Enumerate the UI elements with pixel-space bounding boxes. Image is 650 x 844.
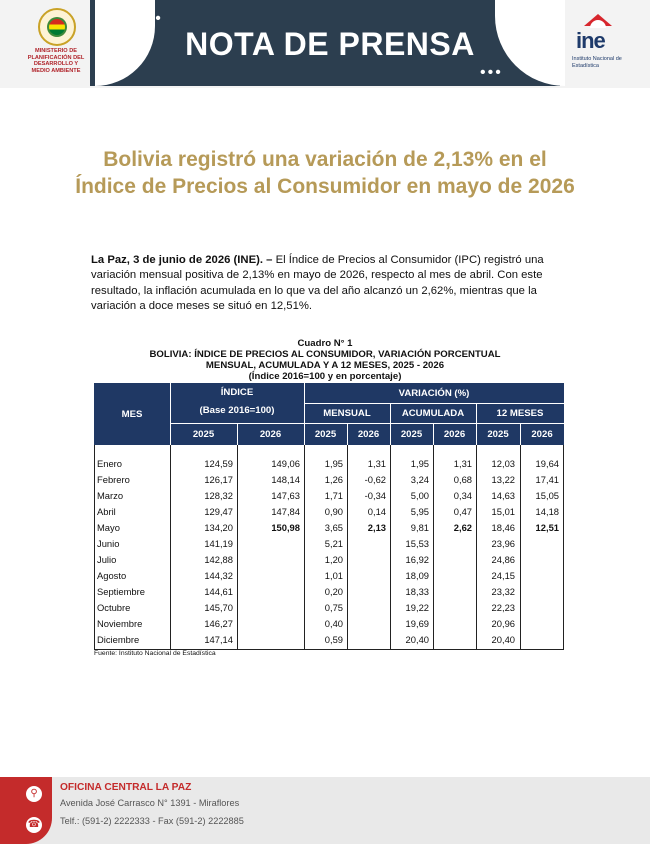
value-cell: 19,69 <box>405 618 429 629</box>
table-row <box>95 504 565 520</box>
value-cell: 0,59 <box>324 634 343 645</box>
value-cell <box>434 600 472 616</box>
table-title: BOLIVIA: ÍNDICE DE PRECIOS AL CONSUMIDOR, VARIACIÓN PORCENTUAL <box>149 349 501 360</box>
value-cell: 0,40 <box>324 618 343 629</box>
ine-logo <box>568 14 628 84</box>
value-cell: 134,20 <box>204 522 233 533</box>
month-cell: Noviembre <box>97 618 143 629</box>
value-cell <box>238 568 300 584</box>
month-cell: Marzo <box>97 490 124 501</box>
value-cell <box>238 552 300 568</box>
value-cell: 12,51 <box>535 522 559 533</box>
value-cell: 1,95 <box>410 458 429 469</box>
value-cell: 20,40 <box>491 634 515 645</box>
value-cell <box>348 584 386 600</box>
table-body <box>94 445 564 650</box>
table-row <box>95 584 565 600</box>
year-header: 2025 <box>400 428 423 440</box>
value-cell <box>348 568 386 584</box>
value-cell: 15,01 <box>491 506 515 517</box>
value-cell <box>434 568 472 584</box>
month-cell: Junio <box>97 538 120 549</box>
month-cell: Mayo <box>97 522 120 533</box>
value-cell: 2,62 <box>453 522 472 533</box>
value-cell: -0,34 <box>364 490 386 501</box>
table-title: MENSUAL, ACUMULADA Y A 12 MESES, 2025 - 2026 <box>205 360 445 371</box>
value-cell: 13,22 <box>491 474 515 485</box>
value-cell: 2,13 <box>367 522 386 533</box>
value-cell: 12,03 <box>491 458 515 469</box>
table-row <box>95 632 565 648</box>
value-cell <box>434 536 472 552</box>
value-cell: 22,23 <box>491 602 515 613</box>
value-cell: 129,47 <box>204 506 233 517</box>
value-cell <box>521 616 559 632</box>
year-header: 2026 <box>259 428 282 440</box>
coat-of-arms-icon <box>38 8 76 46</box>
value-cell <box>521 600 559 616</box>
value-cell: 18,33 <box>405 586 429 597</box>
value-cell: 5,21 <box>324 538 343 549</box>
footer-accent <box>0 777 52 844</box>
value-cell <box>434 616 472 632</box>
value-cell: 141,19 <box>204 538 233 549</box>
value-cell: -0,62 <box>364 474 386 485</box>
value-cell: 0,90 <box>324 506 343 517</box>
value-cell <box>434 632 472 648</box>
lead-text: El Índice de Precios al Consumidor (IPC) registró una variación mensual positiva de 2,13% en mayo de 2026, respecto al mes de abril. Con este resultado, la inflación acumulada en lo que va del año alcanzó un 2,62%, mientras que la variación a doce meses se situó en 12,51%. <box>91 254 544 312</box>
value-cell: 14,63 <box>491 490 515 501</box>
year-header: 2026 <box>443 428 466 440</box>
value-cell <box>348 600 386 616</box>
value-cell: 1,01 <box>324 570 343 581</box>
table-row <box>95 536 565 552</box>
ministry-name: MINISTERIO DE PLANIFICACIÓN DEL DESARROLLO Y MEDIO AMBIENTE <box>27 48 85 74</box>
table-row <box>95 616 565 632</box>
value-cell: 15,53 <box>405 538 429 549</box>
location-pin-icon: ⚲ <box>26 786 42 802</box>
value-cell <box>348 632 386 648</box>
ministry-logo <box>16 8 96 84</box>
value-cell: 1,31 <box>367 458 386 469</box>
column-header-12-meses: 12 MESES <box>496 407 544 419</box>
table-row <box>95 488 565 504</box>
year-header: 2025 <box>192 428 215 440</box>
value-cell: 147,84 <box>271 506 300 517</box>
value-cell: 147,63 <box>271 490 300 501</box>
value-cell <box>434 552 472 568</box>
value-cell <box>521 632 559 648</box>
value-cell: 0,14 <box>367 506 386 517</box>
value-cell: 149,06 <box>271 458 300 469</box>
value-cell: 147,14 <box>204 634 233 645</box>
value-cell: 0,75 <box>324 602 343 613</box>
value-cell: 18,46 <box>491 522 515 533</box>
value-cell: 19,22 <box>405 602 429 613</box>
column-header-acumulada: ACUMULADA <box>401 407 465 419</box>
value-cell: 5,00 <box>410 490 429 501</box>
month-cell: Enero <box>97 458 123 469</box>
value-cell: 146,27 <box>204 618 233 629</box>
value-cell: 1,20 <box>324 554 343 565</box>
value-cell <box>238 584 300 600</box>
month-cell: Julio <box>97 554 117 565</box>
year-header: 2026 <box>531 428 553 440</box>
column-header-mensual: MENSUAL <box>323 407 371 419</box>
dateline: La Paz, 3 de junio de 2026 (INE). – <box>91 254 273 266</box>
value-cell: 145,70 <box>204 602 233 613</box>
dots-decoration: ••• <box>140 10 163 27</box>
value-cell <box>238 632 300 648</box>
table-number: Cuadro N° 1 <box>297 338 353 349</box>
table-row <box>95 472 565 488</box>
value-cell: 24,15 <box>491 570 515 581</box>
value-cell: 1,95 <box>324 458 343 469</box>
year-header: 2026 <box>357 428 380 440</box>
phone-icon: ☎ <box>26 817 42 833</box>
value-cell <box>521 536 559 552</box>
office-phone: Telf.: (591-2) 2222333 - Fax (591-2) 2222885 <box>60 816 244 826</box>
banner-title: NOTA DE PRENSA <box>185 26 475 62</box>
value-cell: 3,65 <box>324 522 343 533</box>
value-cell: 20,96 <box>491 618 515 629</box>
table-source: Fuente: Instituto Nacional de Estadística <box>94 650 216 657</box>
value-cell: 0,34 <box>453 490 472 501</box>
value-cell <box>348 616 386 632</box>
lead-paragraph <box>91 253 561 314</box>
table-row <box>95 568 565 584</box>
value-cell <box>521 584 559 600</box>
value-cell <box>521 568 559 584</box>
press-release-header <box>0 0 650 88</box>
value-cell: 0,68 <box>453 474 472 485</box>
month-cell: Abril <box>97 506 116 517</box>
value-cell <box>238 536 300 552</box>
office-address: Avenida José Carrasco N° 1391 - Miraflores <box>60 798 240 808</box>
office-name: OFICINA CENTRAL LA PAZ <box>60 782 192 793</box>
value-cell: 1,31 <box>453 458 472 469</box>
footer <box>0 777 650 844</box>
value-cell: 20,40 <box>405 634 429 645</box>
value-cell: 23,32 <box>491 586 515 597</box>
value-cell: 17,41 <box>535 474 559 485</box>
year-header: 2025 <box>314 428 337 440</box>
value-cell <box>348 552 386 568</box>
table-header <box>94 383 564 445</box>
value-cell: 126,17 <box>204 474 233 485</box>
month-cell: Diciembre <box>97 634 140 645</box>
dots-decoration: ••• <box>480 64 503 81</box>
value-cell: 3,24 <box>410 474 429 485</box>
value-cell: 124,59 <box>204 458 233 469</box>
value-cell: 15,05 <box>535 490 559 501</box>
table-row <box>95 520 565 536</box>
value-cell <box>238 600 300 616</box>
headline: Bolivia registró una variación de 2,13% en el Índice de Precios al Consumidor en mayo de 2026 <box>75 148 575 198</box>
value-cell: 0,47 <box>453 506 472 517</box>
value-cell: 9,81 <box>410 522 429 533</box>
month-cell: Agosto <box>97 570 127 581</box>
value-cell: 128,32 <box>204 490 233 501</box>
month-cell: Febrero <box>97 474 130 485</box>
value-cell: 148,14 <box>271 474 300 485</box>
value-cell <box>238 616 300 632</box>
column-header-base: (Base 2016=100) <box>199 404 275 416</box>
value-cell: 19,64 <box>535 458 559 469</box>
value-cell: 1,71 <box>324 490 343 501</box>
value-cell: 5,95 <box>410 506 429 517</box>
table-row <box>95 600 565 616</box>
column-header-variacion: VARIACIÓN (%) <box>398 387 470 399</box>
value-cell: 1,26 <box>324 474 343 485</box>
month-cell: Octubre <box>97 602 131 613</box>
value-cell <box>521 552 559 568</box>
value-cell: 16,92 <box>405 554 429 565</box>
table-row <box>95 552 565 568</box>
column-header-indice: ÍNDICE <box>220 386 254 398</box>
value-cell: 18,09 <box>405 570 429 581</box>
value-cell: 23,96 <box>491 538 515 549</box>
year-header: 2025 <box>487 428 509 440</box>
column-header-mes: MES <box>121 408 143 420</box>
value-cell: 0,20 <box>324 586 343 597</box>
value-cell <box>434 584 472 600</box>
value-cell: 14,18 <box>535 506 559 517</box>
table-subtitle: (Índice 2016=100 y en porcentaje) <box>248 371 402 382</box>
value-cell: 24,86 <box>491 554 515 565</box>
value-cell: 142,88 <box>204 554 233 565</box>
value-cell: 150,98 <box>271 522 300 533</box>
ine-wordmark: ine <box>576 28 605 53</box>
ine-subtitle: Instituto Nacional de Estadística <box>572 56 622 69</box>
value-cell <box>348 536 386 552</box>
value-cell: 144,32 <box>204 570 233 581</box>
table-row <box>95 456 565 472</box>
value-cell: 144,61 <box>204 586 233 597</box>
month-cell: Septiembre <box>97 586 145 597</box>
